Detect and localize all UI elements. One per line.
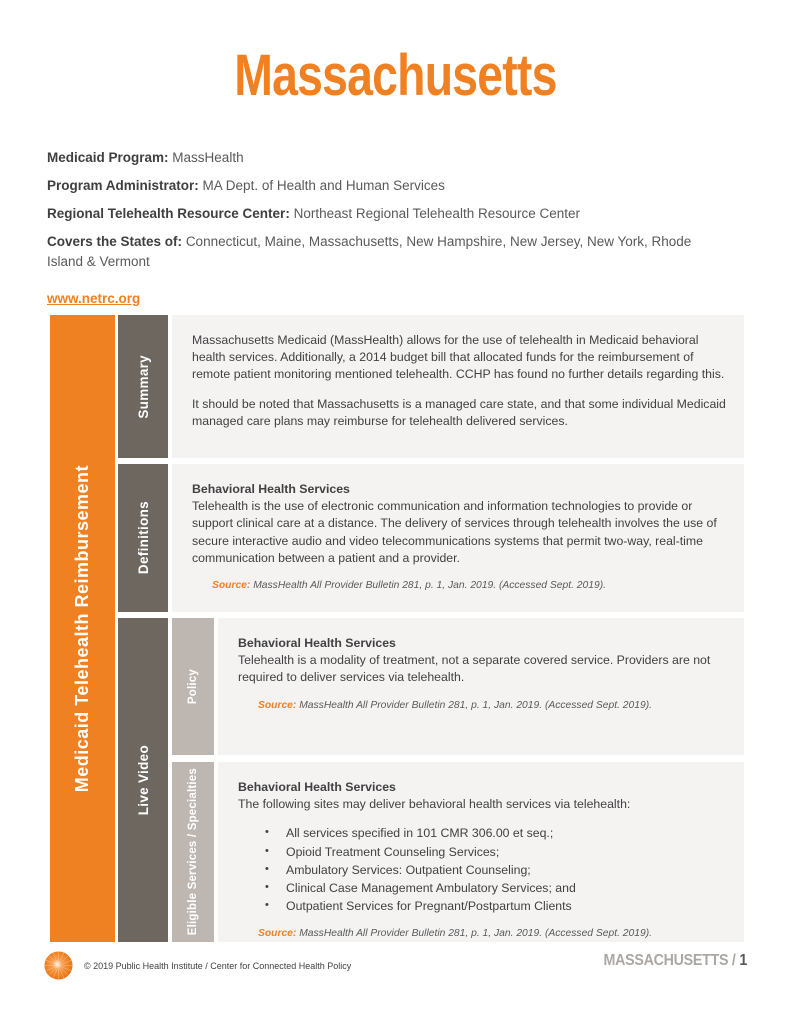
- source-text: MassHealth All Provider Bulletin 281, p. 1, Jan. 2019. (Accessed Sept. 2019).: [299, 699, 652, 711]
- row-tab-label: Live Video: [135, 744, 151, 816]
- row-tab-label: Summary: [135, 354, 151, 419]
- list-item: • Clinical Case Management Ambulatory Services; and: [265, 880, 734, 897]
- site-link-wrap: [47, 289, 712, 309]
- list-item: • Opioid Treatment Counseling Services;: [265, 844, 734, 861]
- list-item: • Outpatient Services for Pregnant/Postpartum Clients: [265, 898, 734, 915]
- subrow-tab-eligible-services: [172, 762, 214, 942]
- list-item: • Ambulatory Services: Outpatient Counseling;: [265, 862, 734, 879]
- source-label: Source:: [258, 928, 297, 940]
- field-value: Connecticut, Maine, Massachusetts, New Hampshire, New Jersey, New York, Rhode Island & Vermont: [47, 234, 692, 269]
- sidebar-medicaid-telehealth-reimbursement: [50, 315, 115, 942]
- field-covered-states: [47, 232, 712, 271]
- netrc-link[interactable]: www.netrc.org: [47, 291, 141, 307]
- source-label: Source:: [258, 699, 297, 711]
- source-label: Source:: [212, 580, 251, 592]
- subrow-tab-label: Policy: [187, 668, 199, 705]
- definitions-source: [212, 579, 734, 593]
- eligible-intro: The following sites may deliver behavioral health services via telehealth:: [238, 797, 631, 812]
- policy-body: Telehealth is a modality of treatment, not a separate covered service. Providers are not required to deliver services via telehealth.: [238, 653, 711, 685]
- field-value: MassHealth: [172, 150, 244, 165]
- footer-copyright: © 2019 Public Health Institute / Center for Connected Health Policy: [84, 961, 352, 971]
- source-text: MassHealth All Provider Bulletin 281, p. 1, Jan. 2019. (Accessed Sept. 2019).: [253, 580, 606, 592]
- policy-source: [258, 699, 734, 713]
- field-value: Northeast Regional Telehealth Resource Center: [293, 206, 580, 222]
- row-tab-live-video: [118, 618, 168, 942]
- list-item: • All services specified in 101 CMR 306.00 et seq.;: [265, 825, 734, 842]
- definitions-content: [172, 464, 744, 612]
- definitions-heading: Behavioral Health Services: [192, 482, 350, 496]
- footer-state-label: MASSACHUSETTS: [603, 952, 729, 969]
- sidebar-label: Medicaid Telehealth Reimbursement: [72, 464, 92, 793]
- eligible-source: [258, 927, 734, 941]
- policy-heading: Behavioral Health Services: [238, 636, 396, 650]
- subrow-tab-policy: [172, 618, 214, 755]
- row-tab-definitions: [118, 464, 168, 612]
- eligible-services-content: [218, 762, 744, 942]
- policy-content: [218, 618, 744, 755]
- field-label: Regional Telehealth Resource Center:: [47, 206, 290, 222]
- header-block: [47, 148, 712, 309]
- field-label: Covers the States of:: [47, 234, 183, 250]
- subrow-tab-label: Eligible Services / Specialties: [187, 768, 199, 936]
- field-label: Medicaid Program:: [47, 150, 169, 165]
- title-wrap: [0, 43, 791, 108]
- reimbursement-table: [50, 315, 744, 942]
- field-medicaid-program: [47, 148, 712, 168]
- footer-page-indicator: [603, 952, 747, 970]
- summary-content: [172, 315, 744, 458]
- row-tab-label: Definitions: [135, 501, 151, 575]
- logo-rays: [44, 951, 72, 979]
- source-text: MassHealth All Provider Bulletin 281, p. 1, Jan. 2019. (Accessed Sept. 2019).: [299, 928, 652, 940]
- footer-separator: /: [731, 952, 736, 969]
- field-label: Program Administrator:: [47, 178, 199, 194]
- row-tab-summary: [118, 315, 168, 458]
- cchp-starburst-logo-icon: [43, 950, 74, 981]
- definitions-body: Telehealth is the use of electronic communication and information technologies to provide or support clinical care at a distance. The delivery of services through telehealth involves the use of secure interactive audio and video telecommunications systems that permit two-way, real-time communication between a patient and a provider.: [192, 499, 717, 565]
- field-program-administrator: [47, 176, 712, 196]
- summary-paragraph-2: It should be noted that Massachusetts is a managed care state, and that some individual Medicaid managed care plans may reimburse for telehealth delivered services.: [192, 396, 726, 428]
- eligible-sites-list: [265, 825, 734, 915]
- field-value: MA Dept. of Health and Human Services: [202, 178, 445, 194]
- footer-page-number: 1: [739, 952, 747, 969]
- field-regional-trc: [47, 204, 712, 224]
- page-title: Massachusetts: [234, 43, 557, 108]
- summary-paragraph-1: Massachusetts Medicaid (MassHealth) allows for the use of telehealth in Medicaid behavioral health services. Additionally, a 2014 budget bill that allocated funds for the reimbursement of remote patient monitoring mentioned telehealth. CCHP has found no further details regarding this.: [192, 333, 725, 382]
- eligible-heading: Behavioral Health Services: [238, 780, 396, 794]
